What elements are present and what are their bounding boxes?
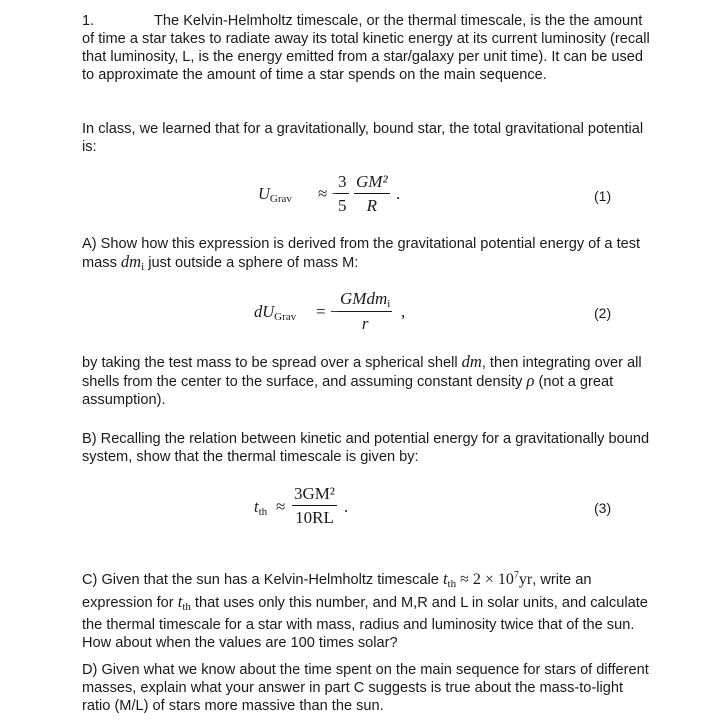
- intro-text: The Kelvin-Helmholtz timescale, or the thermal timescale, is the the amount of time a star takes to radiate away its total kinetic energy at its current luminosity (recall that luminosity, L, is the energy emitted from a star/galaxy per unit time). It can be used to approximate the amount of time a star spends on the main sequence.: [82, 13, 650, 83]
- problem-intro: [82, 12, 652, 84]
- part-b-text: B) Recalling the relation between kinetic and potential energy for a gravitationally bound system, show that the thermal timescale is given by:: [82, 431, 650, 465]
- part-a-continued: by taking the test mass to be spread over a spherical shell dm, then integrating over all shells from the center to the surface, and assuming constant density ρ (not a great assumption).: [82, 352, 642, 408]
- part-a-text: A) Show how this expression is derived from the gravitational potential energy of a test mass $dm_i$ just outside a sphere of mass M:: [82, 236, 641, 273]
- eq1-trail: .: [396, 184, 401, 203]
- part-c-text: C) Given that the sun has a Kelvin-Helmholtz timescale $t_{th} \approx 2 \times 10^7yr$, write an expression for $t_{th}$ that uses only this number, and M,R and L in solar units, and calculate the thermal timescale for a star with mass, radius and luminosity twice that of the sun. How about when the values are 100 times solar?: [82, 568, 648, 651]
- eq1-coef-fraction: $\frac{3}{5}$: [338, 172, 347, 215]
- eq3-trail: .: [344, 497, 349, 516]
- eq1-lhs: $U_{Grav}$: [258, 184, 292, 205]
- eq3-lhs: $t_{th}$: [254, 497, 268, 518]
- eq1-main-fraction: $\frac{\text{GM²}}{R}$: [356, 172, 388, 215]
- eq3-label: (3): [594, 500, 612, 516]
- eq2-label: (2): [594, 305, 612, 321]
- eq3-fraction: $\frac{\text{3GM²}}{10RL}$: [294, 484, 335, 527]
- eq2-fraction: GMdm$_i$ r: [340, 289, 391, 333]
- eq1-relation: ≈ −: [318, 184, 342, 203]
- part-d-text: D) Given what we know about the time spent on the main sequence for stars of different masses, explain what your answer in part C suggests is true about the mass-to-light ratio (M/L) of stars more massive than the sun.: [82, 662, 649, 714]
- class-text: In class, we learned that for a gravitationally, bound star, the total gravitational potential is:: [82, 121, 644, 155]
- eq2-lhs: $dU_{Grav}$: [254, 302, 297, 323]
- eq1-label: (1): [594, 188, 612, 204]
- problem-number: 1.: [82, 13, 95, 29]
- eq3-relation: ≈: [276, 497, 286, 516]
- eq2-trail: ,: [401, 302, 406, 321]
- eq2-relation: = −: [316, 302, 340, 321]
